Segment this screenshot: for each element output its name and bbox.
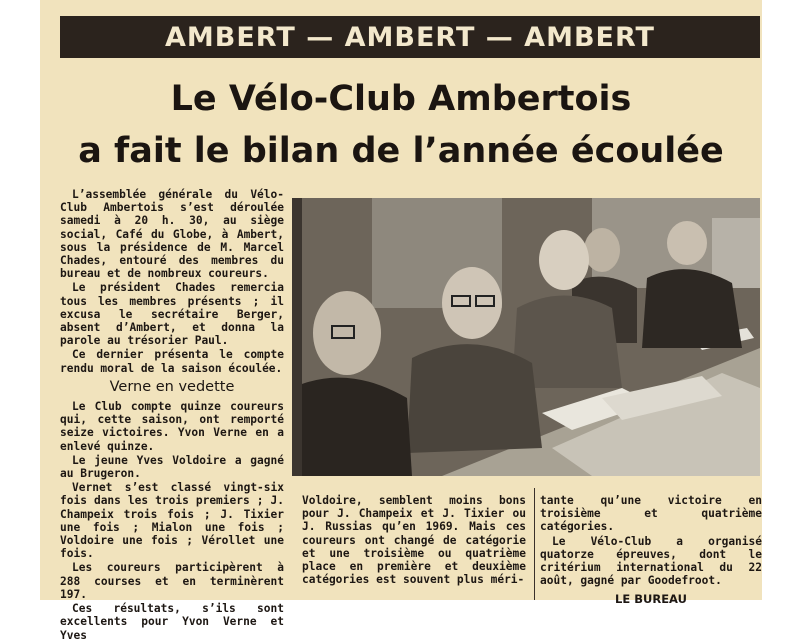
- section-banner: AMBERT — AMBERT — AMBERT: [60, 16, 760, 58]
- paragraph: Le Vélo-Club a organisé quatorze épreuves, dont le critérium international du 22 août, gagné par Goodefroot.: [540, 534, 762, 588]
- paragraph: tante qu’une victoire en troisième et quatrième catégories.: [540, 494, 762, 534]
- paragraph: Ce dernier présenta le compte rendu moral de la saison écoulée.: [60, 348, 284, 375]
- article-column-middle: [302, 494, 526, 587]
- column-rule: [534, 488, 535, 600]
- headline-line-1: Le Vélo-Club Ambertois: [170, 79, 632, 119]
- paragraph: Vernet s’est classé vingt-six fois dans les trois premiers ; J. Champeix trois fois ; J. Tixier une fois ; Mialon une fois ; Voldoire une fois ; Vérollet une fois.: [60, 481, 284, 561]
- subheading: LE BUREAU: [615, 592, 687, 607]
- article-column-left: [60, 188, 284, 643]
- paragraph: Ces résultats, s’ils sont excellents pour Yvon Verne et Yves: [60, 602, 284, 642]
- subheading: Verne en vedette: [109, 378, 235, 395]
- paragraph: Les coureurs participèrent à 288 courses et en terminèrent 197.: [60, 561, 284, 601]
- headline-line-2: a fait le bilan de l’année écoulée: [78, 131, 724, 171]
- newspaper-clipping: [40, 0, 762, 642]
- paragraph: Voldoire, semblent moins bons pour J. Champeix et J. Tixier ou J. Russias qu’en 1969. Mais ces coureurs ont changé de catégorie et une troisième ou quatrième place en première et deuxième catégories est souvent plus méri-: [302, 494, 526, 587]
- headline: [40, 76, 762, 174]
- meeting-photo-image: [292, 198, 760, 476]
- paragraph: Le jeune Yves Voldoire a gagné au Brugeron.: [60, 453, 284, 481]
- paragraph: L’assemblée générale du Vélo-Club Ambertois s’est déroulée samedi à 20 h. 30, au siège social, Café du Globe, à Ambert, sous la présidence de M. Marcel Chades, entouré des membres du bureau et de nombreux coureurs.: [60, 188, 284, 281]
- meeting-photo: [292, 198, 760, 476]
- paragraph: Le Club compte quinze coureurs qui, cette saison, ont remporté seize victoires. Yvon Verne en a enlevé quinze.: [60, 400, 284, 453]
- article-column-right: [540, 494, 762, 609]
- paragraph: Le président Chades remercia tous les membres présents ; il excusa le secrétaire Berger, absent d’Ambert, et donna la parole au trésorier Paul.: [60, 281, 284, 348]
